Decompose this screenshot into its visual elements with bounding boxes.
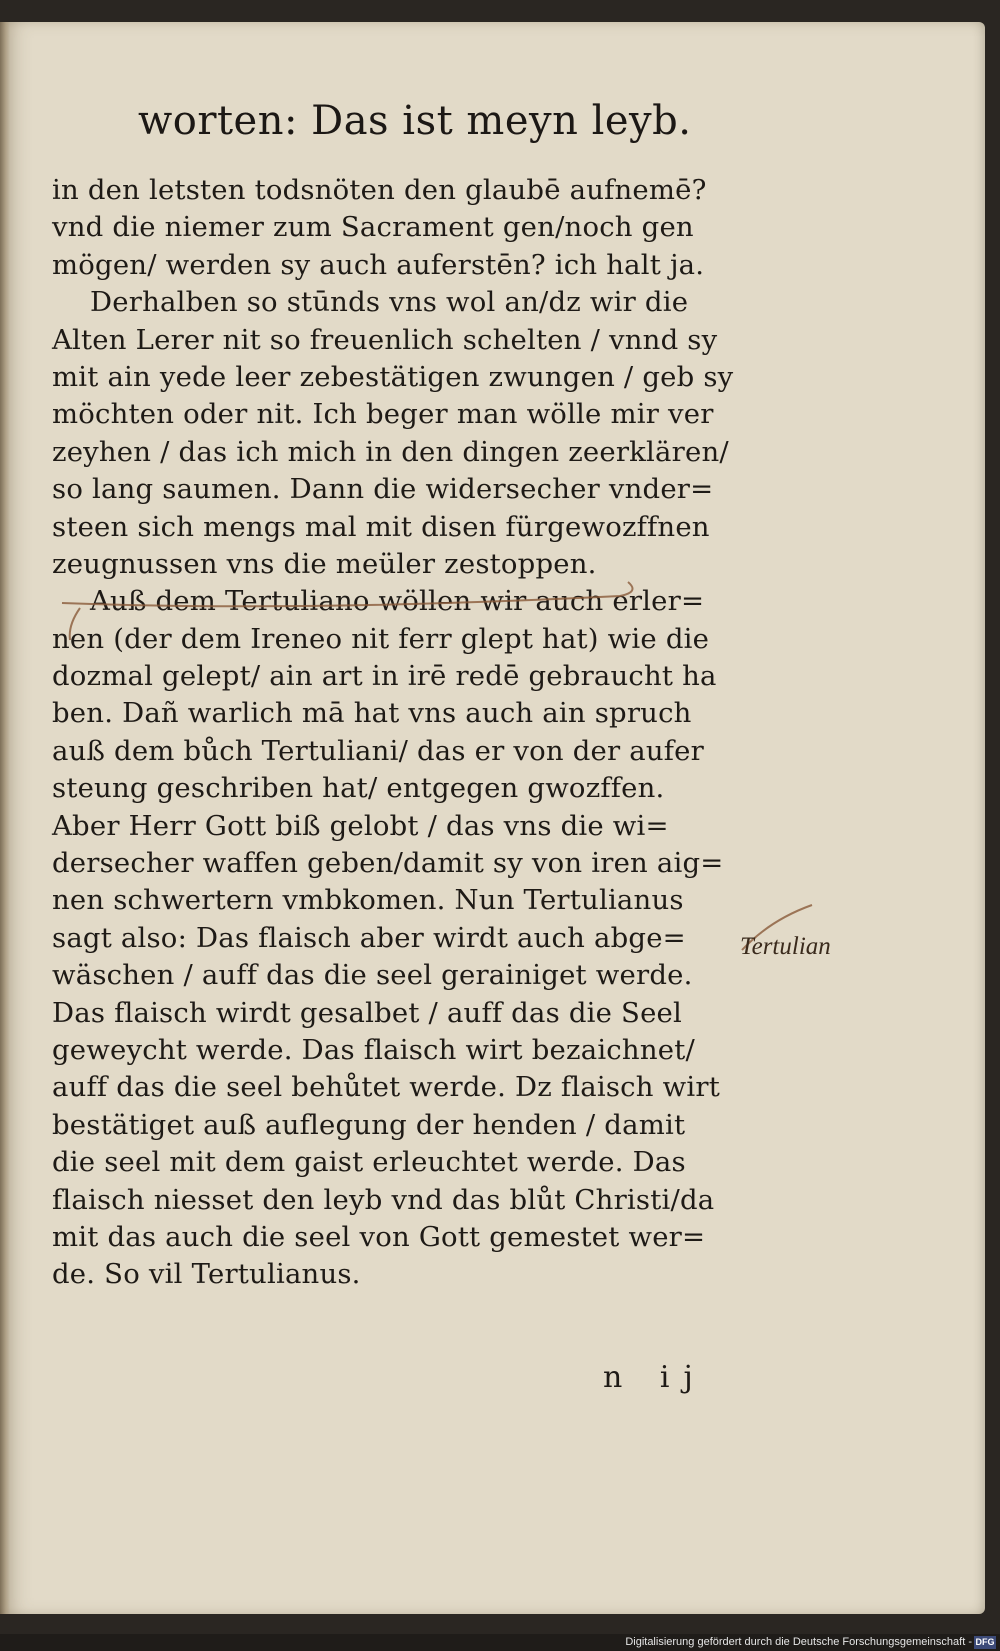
text-line: Derhalben so stūnds vns wol an/dz wir die (90, 286, 689, 319)
text-line: ben. Dañ warlich mā hat vns auch ain spruch (52, 697, 692, 730)
text-line: auß dem bůch Tertuliani/ das er von der aufer (52, 734, 705, 767)
text-line: mit ain yede leer zebestätigen zwungen / geb sy (52, 360, 734, 393)
text-line: zeyhen / das ich mich in den dingen zeerklären/ (52, 435, 729, 468)
body-text (52, 172, 742, 1294)
text-line: Das flaisch wirdt gesalbet / auff das die Seel (52, 996, 683, 1029)
text-line: mögen/ werden sy auch auferstēn? ich halt ja. (52, 248, 705, 281)
dfg-logo: DFG (975, 1637, 995, 1647)
text-line: geweycht werde. Das flaisch wirt bezaichnet/ (52, 1033, 695, 1066)
text-line: vnd die niemer zum Sacrament gen/noch gen (52, 211, 694, 244)
text-line: bestätiget auß auflegung der henden / damit (52, 1108, 686, 1141)
text-line: auff das die seel behůtet werde. Dz flaisch wirt (52, 1071, 720, 1104)
text-line: in den letsten todsnöten den glaubē aufnemē? (52, 174, 707, 206)
text-line: de. So vil Tertulianus. (52, 1258, 361, 1291)
footer-credit: Digitalisierung gefördert durch die Deutsche Forschungsgemeinschaft - (625, 1636, 972, 1648)
text-line: flaisch niesset den leyb vnd das blůt Christi/da (52, 1183, 715, 1216)
text-line: Aber Herr Gott biß gelobt / das vns die wi= (52, 809, 669, 842)
page-spine-shadow (0, 22, 10, 1614)
text-line: steen sich mengs mal mit disen fürgewozffnen (52, 510, 710, 543)
text-line: dersecher waffen geben/damit sy von iren aig= (52, 847, 724, 880)
text-line: nen (der dem Ireneo nit ferr glept hat) wie die (52, 622, 710, 655)
text-line: dozmal gelept/ ain art in irē redē gebraucht ha (52, 660, 717, 693)
text-line: möchten oder nit. Ich beger man wölle mir ver (52, 398, 714, 431)
text-line: nen schwertern vmbkomen. Nun Tertulianus (52, 884, 684, 917)
text-line: so lang saumen. Dann die widersecher vnder= (52, 473, 714, 506)
text-line: Alten Lerer nit so freuenlich schelten / vnnd sy (52, 323, 718, 356)
page-header: worten: Das ist meyn leyb. (138, 98, 692, 144)
text-line: wäschen / auff das die seel gerainiget werde. (52, 959, 693, 992)
text-line: Auß dem Tertuliano wöllen wir auch erler= (90, 585, 705, 618)
text-line: mit das auch die seel von Gott gemestet wer= (52, 1220, 706, 1253)
text-line: sagt also: Das flaisch aber wirdt auch abge= (52, 921, 686, 954)
signature-mark: n ij (603, 1360, 707, 1395)
margin-note: Tertulian (740, 933, 831, 960)
text-line: die seel mit dem gaist erleuchtet werde. Das (52, 1146, 686, 1179)
text-line: steung geschriben hat/ entgegen gwozffen. (52, 772, 665, 805)
text-line: zeugnussen vns die meüler zestoppen. (52, 547, 597, 580)
